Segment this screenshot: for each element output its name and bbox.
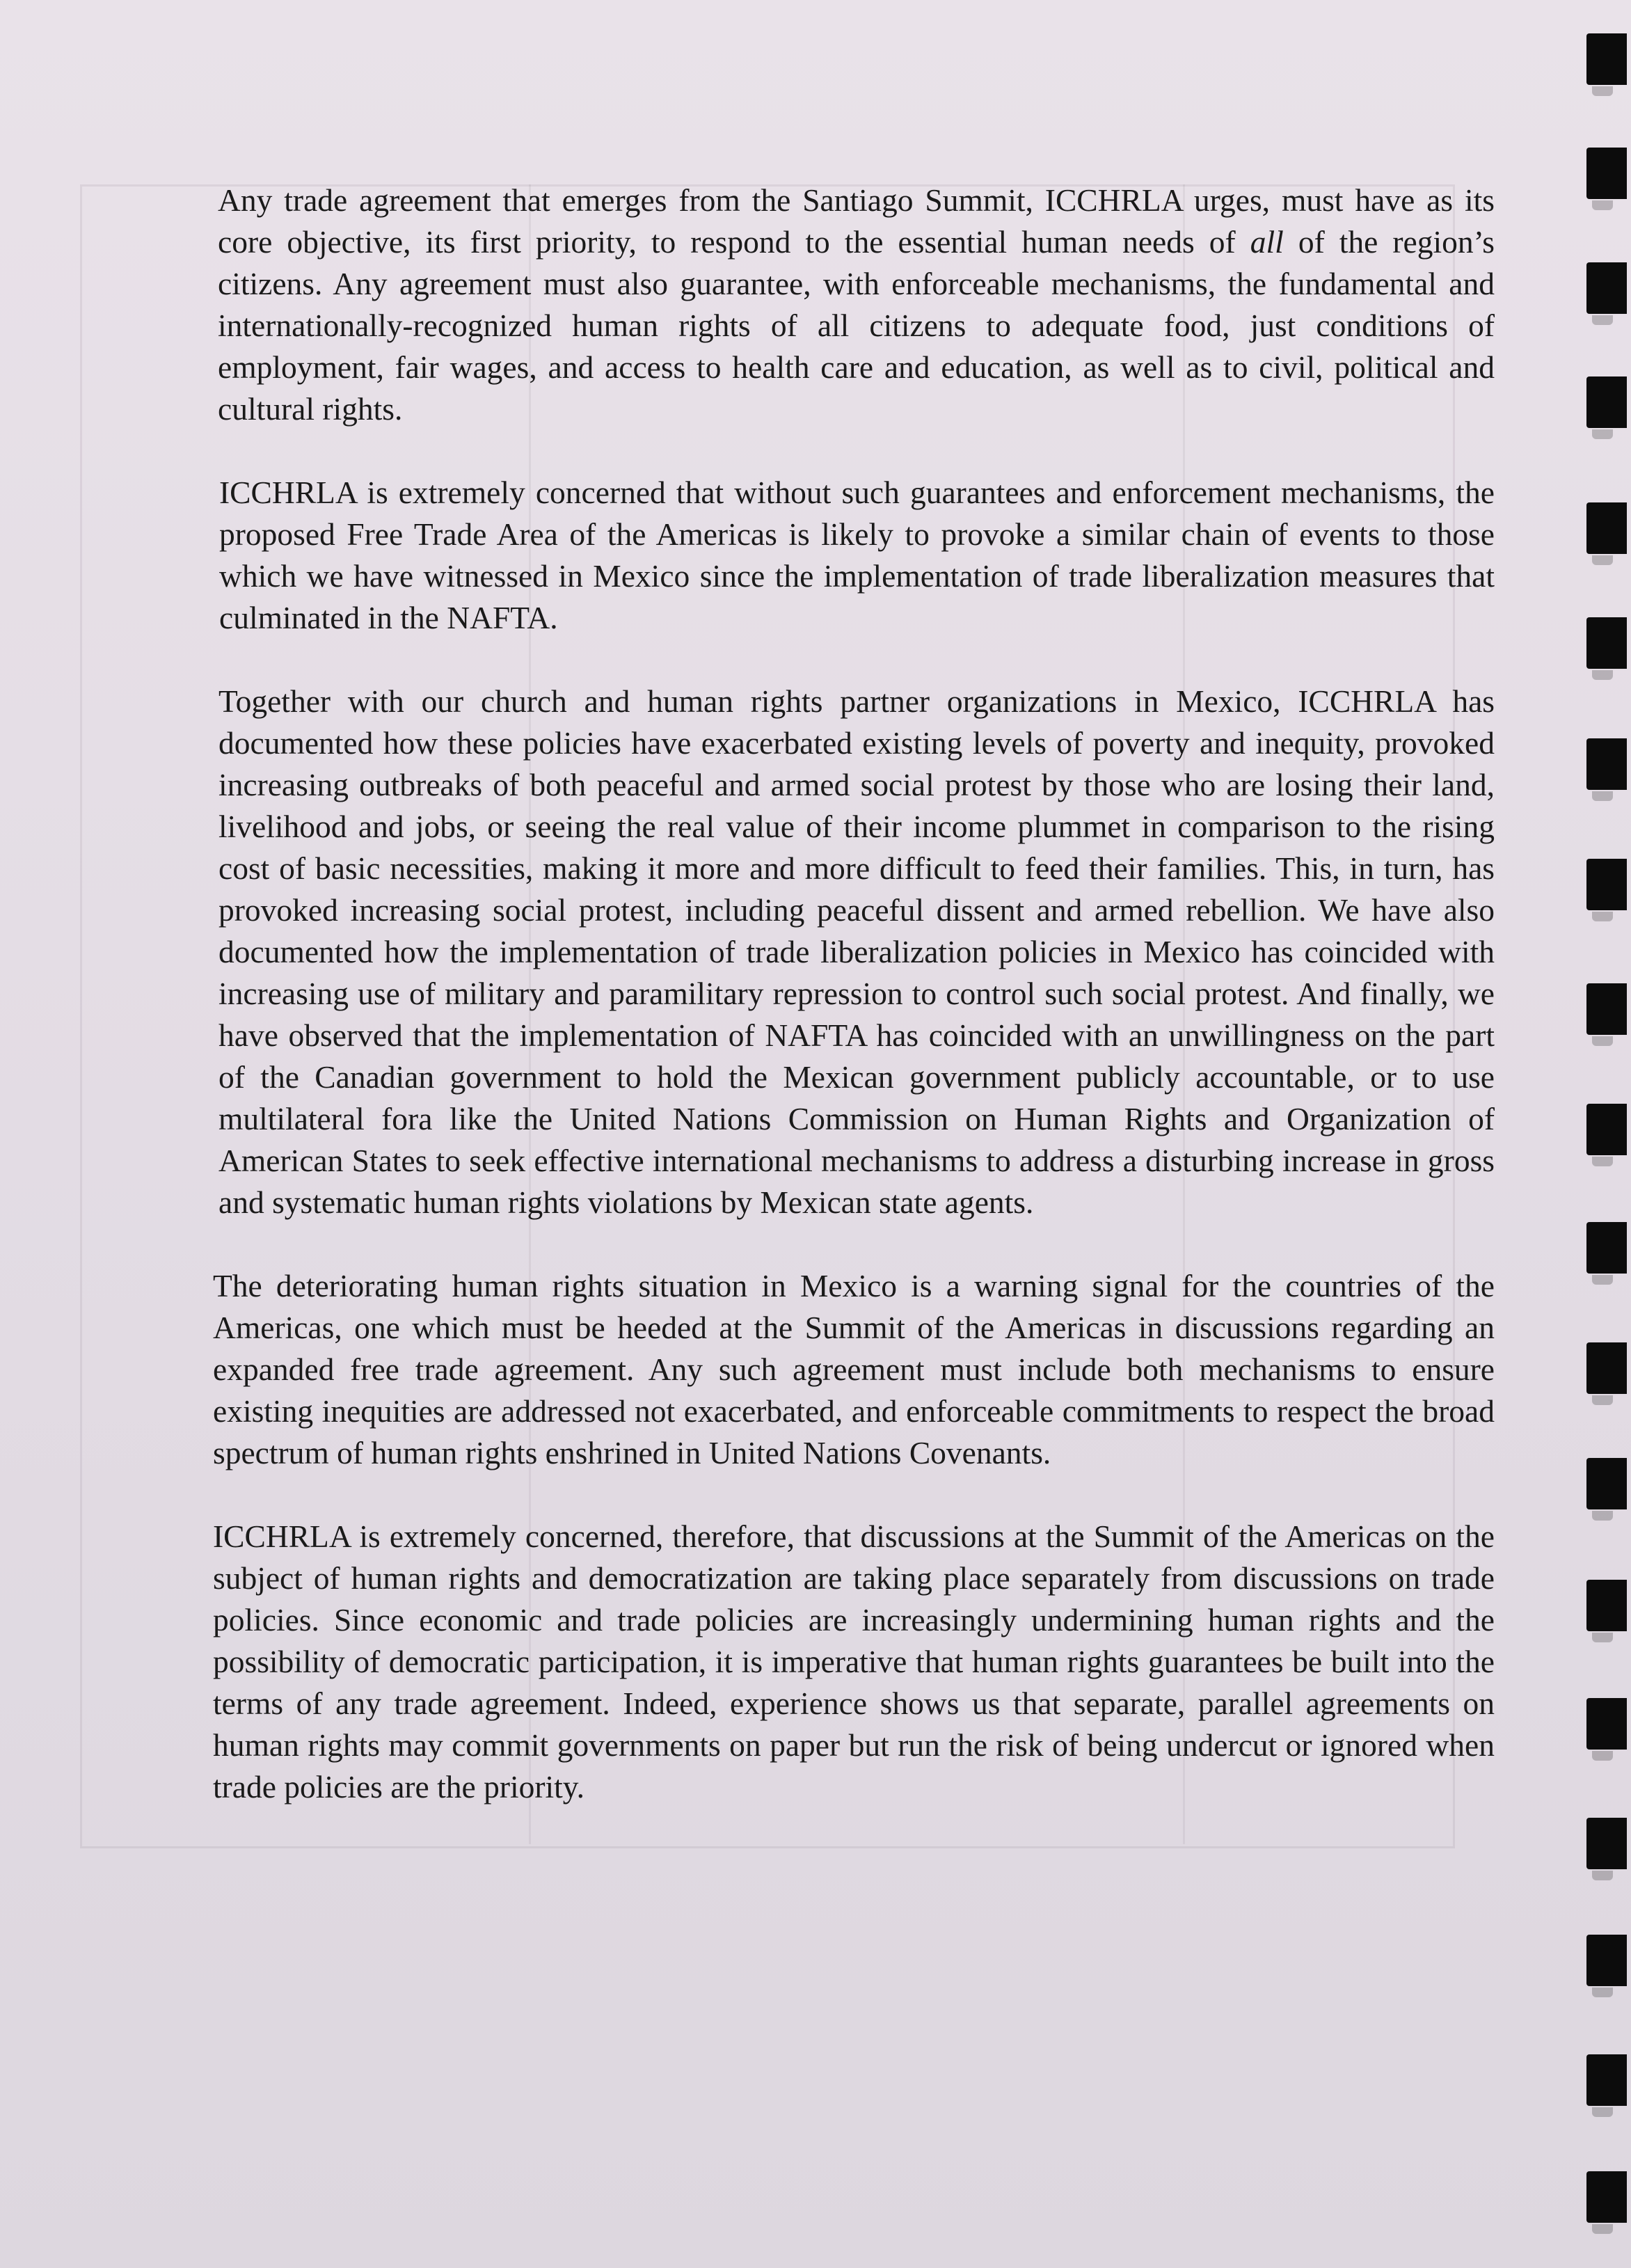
- binding-hole: [1586, 1104, 1627, 1155]
- binding-hole: [1586, 1818, 1627, 1869]
- paragraph-icchrla-concern: ICCHRLA is extremely concerned that without such guarantees and enforcement mechanisms, the proposed Free Trade Area of the Americas is likely to provoke a similar chain of events to those which we have witnessed in Mexico since the implementation of trade liberalization measures that culminated in the NAFTA.: [219, 475, 1495, 635]
- binding-hole: [1586, 738, 1627, 790]
- binding-hole: [1586, 1458, 1627, 1509]
- emphasis-text: all: [1250, 224, 1284, 260]
- binding-hole: [1586, 1342, 1627, 1394]
- paragraph-summit-discussions: ICCHRLA is extremely concerned, therefore, that discussions at the Summit of the Americas on the subject of human rights and democratization are taking place separately from discussions on trade policies. Since economic and trade policies are increasingly undermining human rights and the possibility of democratic participation, it is imperative that human rights guarantees be built into the terms of any trade agreement. Indeed, experience shows us that separate, parallel agreements on human rights may commit governments on paper but run the risk of being undercut or ignored when trade policies are the priority.: [213, 1518, 1495, 1805]
- binding-hole: [1586, 262, 1627, 314]
- binding-hole: [1586, 983, 1627, 1035]
- binding-hole: [1586, 502, 1627, 554]
- binding-hole: [1586, 148, 1627, 199]
- binding-hole: [1586, 2054, 1627, 2106]
- binding-hole: [1586, 376, 1627, 428]
- paragraph-text: of the region’s citizens. Any agreement must also guarantee, with enforceable mechanisms, the fundamental and internationally-recognized human rights of all citizens to adequate food, just conditions of employment, fair wages, and access to health care and education, as well as to civil, political and cultural rights.: [218, 224, 1495, 427]
- spiral-binding: [1575, 0, 1631, 2268]
- binding-hole: [1586, 1222, 1627, 1274]
- document-body: [213, 180, 1495, 1850]
- binding-hole: [1586, 2171, 1627, 2223]
- binding-hole: [1586, 1698, 1627, 1750]
- paragraph-trade-agreement: [218, 180, 1495, 430]
- paragraph-warning-signal: The deteriorating human rights situation in Mexico is a warning signal for the countries of the Americas, one which must be heeded at the Summit of the Americas in discussions regarding an expanded free trade agreement. Any such agreement must include both mechanisms to ensure existing inequities are addressed not exacerbated, and enforceable commitments to respect the broad spectrum of human rights enshrined in United Nations Covenants.: [213, 1268, 1495, 1470]
- binding-hole: [1586, 1580, 1627, 1631]
- binding-hole: [1586, 1935, 1627, 1986]
- paragraph-documentation: Together with our church and human rights partner organizations in Mexico, ICCHRLA has documented how these policies have exacerbated existing levels of poverty and inequity, provoked increasing outbreaks of both peaceful and armed social protest by those who are losing their land, livelihood and jobs, or seeing the real value of their income plummet in comparison to the rising cost of basic necessities, making it more and more difficult to feed their families. This, in turn, has provoked increasing social protest, including peaceful dissent and armed rebellion. We have also documented how the implementation of trade liberalization policies in Mexico has coincided with increasing use of military and paramilitary repression to control such social protest. And finally, we have observed that the implementation of NAFTA has coincided with an unwillingness on the part of the Canadian government to hold the Mexican government publicly accountable, or to use multilateral fora like the United Nations Commission on Human Rights and Organization of American States to seek effective international mechanisms to address a disturbing increase in gross and systematic human rights violations by Mexican state agents.: [218, 683, 1495, 1220]
- binding-hole: [1586, 33, 1627, 85]
- binding-hole: [1586, 617, 1627, 669]
- paragraph-text: Any trade agreement that emerges from the Santiago Summit, ICCHRLA urges, must have as its core objective, its first priority, to respond to the essential human needs of: [218, 182, 1495, 260]
- binding-hole: [1586, 859, 1627, 910]
